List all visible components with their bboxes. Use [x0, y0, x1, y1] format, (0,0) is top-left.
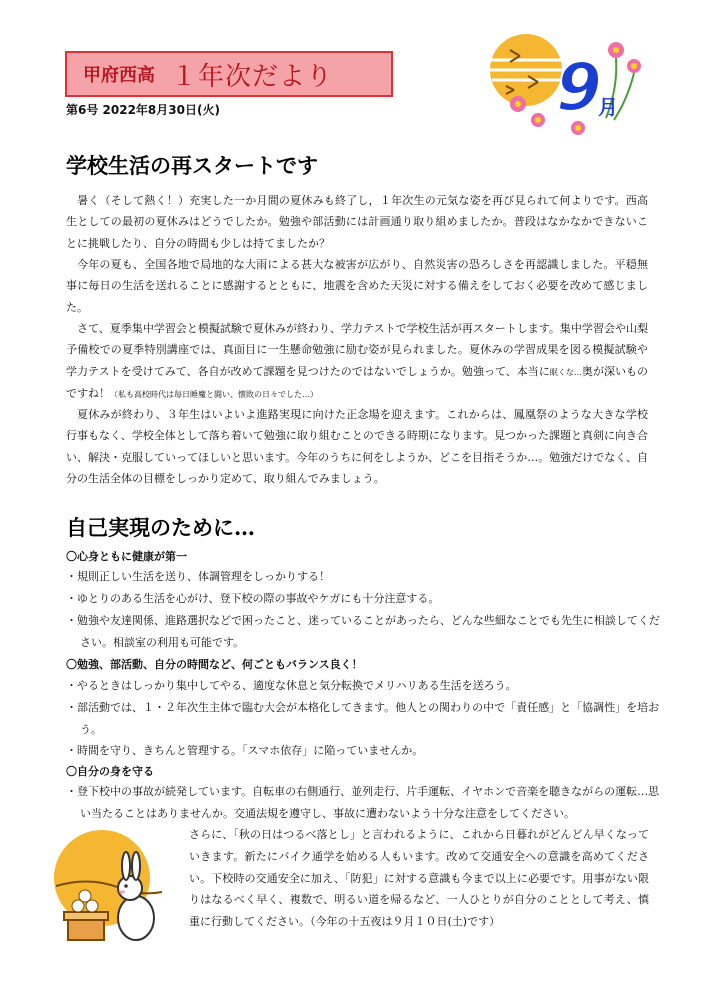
small-note-memory: （私も高校時代は毎日睡魔と闘い、懐敗の日々でした…） — [110, 389, 318, 399]
subheading-health: 〇心身ともに健康が第一 — [66, 550, 187, 563]
paragraph-third-year: 夏休みが終わり、３年生はいよいよ進路実現に向けた正念場を迎えます。これからは、鳳凰祭のような大きな学校行事もなく、学校全体として落ち着いて勉強に取り組むことのできる時期になります。見つかった課題と真剣に向き合い、解決・克服していってほしいと思います。今年のうちに何をしようか、どこを目指そうか…。勉強だけでなく、自分の生活全体の目標をしっかり定めて、取り組んでみましょう。 — [66, 408, 648, 485]
paragraph-study-end: 奥が深いものですね！ — [66, 364, 649, 400]
rabbit — [118, 852, 154, 940]
bullet-safe-commute: ・ゆとりのある生活を心がけ、登下校の際の事故やケガにも十分注意する。 — [66, 592, 440, 605]
paragraph-study — [66, 318, 648, 405]
moon-rabbit-dango-icon — [50, 826, 170, 946]
small-note-sleepy: 眠くな… — [549, 367, 582, 377]
section-heading-self-realization: 自己実現のために… — [66, 515, 255, 540]
issue-date: 第6号 2022年8月30日(火) — [66, 103, 220, 117]
paragraph-study-text: さて、夏季集中学習会と模擬試験で夏休みが終わり、学力テストで学校生活が再スタートします。集中学習会や山梨予備校での夏季特別講座では、真面目に一生懸命勉強に励む姿が見られました。夏休みの学習成果を図る模擬試験や学力テストを受けてみて、各自が改めて課題を見つけたのではないでしょうか。勉強って、本当に — [66, 322, 648, 378]
subheading-safety: 〇自分の身を守る — [66, 765, 154, 778]
bullet-time-management: ・時間を守り、きちんと管理する。「スマホ依存」に陥っていませんか。 — [66, 744, 424, 757]
bullet-traffic-safety: ・登下校中の事故が続発しています。自転車の右側通行、並列走行、片手運転、イヤホンで音楽を聴きながらの運転…思い当たることはありませんか。交通法規を遵守し、事故に遭わないよう十分な注意をしてください。 — [66, 785, 660, 820]
subheading-balance: 〇勉強、部活動、自分の時間など、何ごともバランス良く！ — [66, 658, 363, 671]
sun-dragonflies-icon — [490, 34, 562, 106]
september-header-art — [478, 28, 648, 140]
bullet-consultation: ・勉強や友達関係、進路選択などで困ったこと、迷っていることがあったら、どんな些細なことでも先生に相談してください。相談室の利用も可能です。 — [66, 614, 660, 649]
newsletter-title: １年次だより — [171, 61, 334, 92]
paragraph-disasters: 今年の夏も、全国各地で局地的な大雨による甚大な被害が広がり、自然災害の恐ろしさを再認識しました。平穏無事に毎日の生活を送れることに感謝するとともに、地震を含めた天災に対する備えをしておく必要を改めて感じました。 — [66, 258, 648, 314]
paragraph-summer: 暑く（そして熱く！）充実した一か月間の夏休みも終了し，１年次生の元気な姿を再び見られて何よりです。西高生としての最初の夏休みはどうでしたか。勉強や部活動には計画通り取り組めましたか。普段はなかなかできないことに挑戦したり、自分の時間も少しは持てましたか？ — [66, 194, 648, 250]
newsletter-title-box — [65, 51, 393, 97]
section-heading-restart: 学校生活の再スタートです — [66, 153, 318, 178]
paragraph-autumn-safety: さらに、「秋の日はつるべ落とし」と言われるように、これから日暮れがどんどん早くなっていきます。新たにバイク通学を始める人もいます。改めて交通安全への意識を高めてください。下校時の交通安全に加え、「防犯」に対する意識も今まで以上に必要です。用事がない限りはなるべく早く、複数で、明るい道を帰るなど、一人ひとりが自分のこととして考え、慎重に行動してください。（今年の十五夜は９月１０日(土)です） — [189, 828, 649, 929]
month-number: 9 — [556, 49, 602, 126]
bullet-club-activities: ・部活動では、１・２年次生主体で臨む大会が本格化してきます。他人との関わりの中で「責任感」と「協調性」を培おう。 — [66, 701, 660, 736]
month-kanji: 月 — [598, 95, 618, 119]
bullet-regular-life: ・規則正しい生活を送り、体調管理をしっかりする！ — [66, 570, 330, 583]
school-name: 甲府西高 — [83, 65, 155, 86]
bullet-focus-rest: ・やるときはしっかり集中してやる、適度な休息と気分転換でメリハリある生活を送ろう。 — [66, 679, 517, 692]
